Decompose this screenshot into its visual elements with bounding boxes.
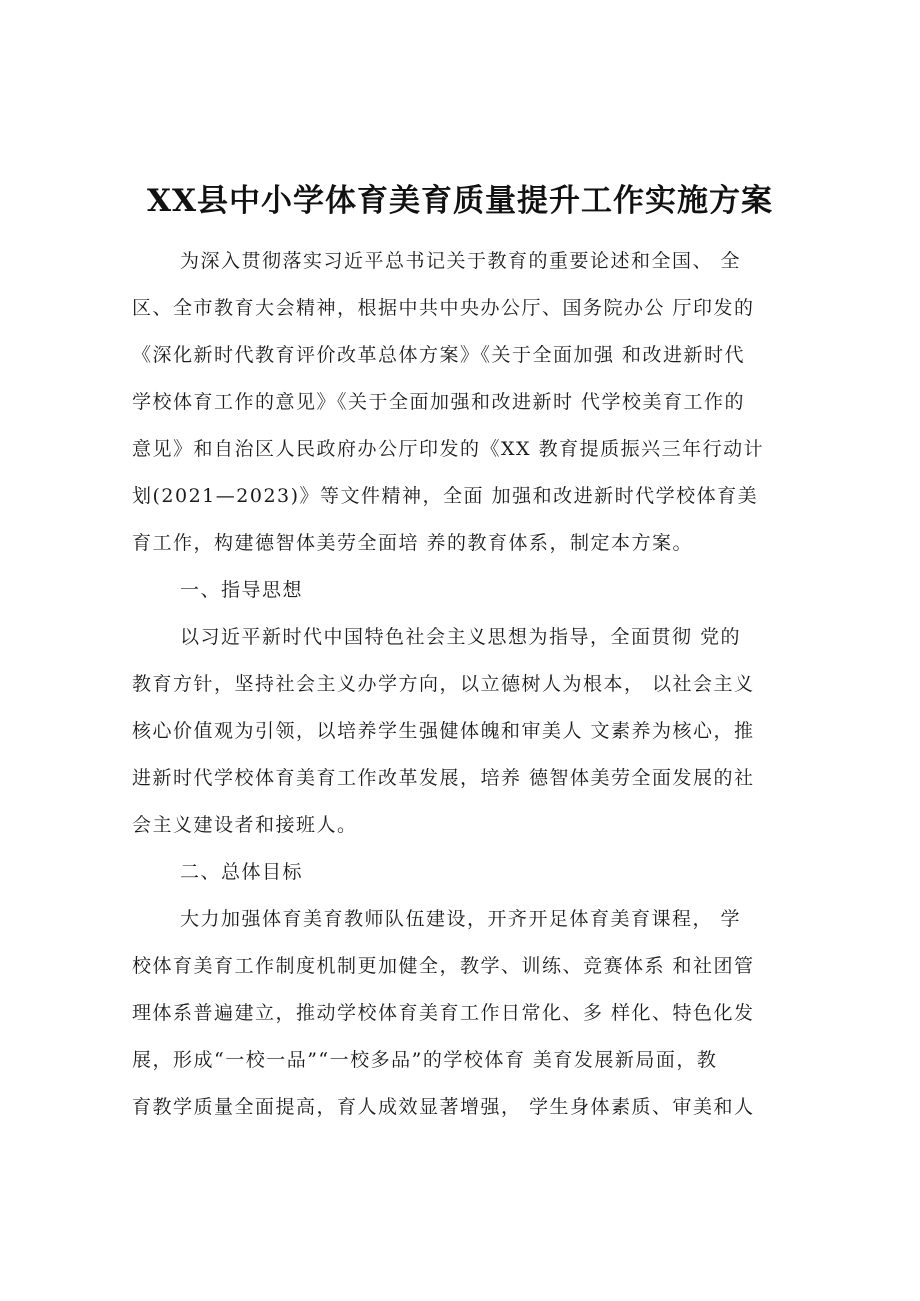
section-heading: 二、总体目标: [180, 861, 304, 883]
paragraph-guiding-thought: [132, 614, 792, 849]
text-line: 意见》和自治区人民政府办公厅印发的《XX 教育提质振兴三年行动计: [132, 438, 765, 460]
text-line: 核心价值观为引领，以培养学生强健体魄和审美人 文素养为核心，推: [132, 720, 755, 742]
section-heading-overall-goals: [132, 849, 792, 896]
text-line: 划(2021—2023)》等文件精神，全面 加强和改进新时代学校体育美: [132, 485, 759, 507]
paragraph-preamble: [132, 238, 792, 567]
text-line: 大力加强体育美育教师队伍建设，开齐开足体育美育课程， 学: [180, 908, 742, 930]
text-line: 育工作，构建德智体美劳全面培 养的教育体系，制定本方案。: [132, 532, 694, 554]
text-line: 展，形成“一校一品”“一校多品”的学校体育 美育发展新局面，教: [132, 1049, 718, 1071]
paragraph-overall-goals: [132, 896, 792, 1131]
text-line: 为深入贯彻落实习近平总书记关于教育的重要论述和全国、 全: [180, 250, 742, 272]
text-line: 理体系普遍建立，推动学校体育美育工作日常化、多 样化、特色化发: [132, 1002, 755, 1024]
text-line: 教育方针，坚持社会主义办学方向，以立德树人为根本， 以社会主义: [132, 673, 755, 695]
section-heading: 一、指导思想: [180, 579, 304, 601]
text-line: 校体育美育工作制度机制更加健全，教学、训练、竞赛体系 和社团管: [132, 955, 755, 977]
text-line: 进新时代学校体育美育工作改革发展，培养 德智体美劳全面发展的社: [132, 767, 755, 789]
text-line: 会主义建设者和接班人。: [132, 814, 358, 836]
document-body: [132, 238, 792, 1131]
document-title: XX县中小学体育美育质量提升工作实施方案: [146, 183, 774, 219]
text-line: 《深化新时代教育评价改革总体方案》《关于全面加强 和改进新时代: [132, 344, 746, 366]
text-line: 以习近平新时代中国特色社会主义思想为指导，全面贯彻 党的: [180, 626, 742, 648]
text-line: 学校体育工作的意见》《关于全面加强和改进新时 代学校美育工作的: [132, 391, 746, 413]
text-line: 育教学质量全面提高，育人成效显著增强， 学生身体素质、审美和人: [132, 1096, 755, 1118]
section-heading-guiding-thought: [132, 567, 792, 614]
text-line: 区、全市教育大会精神，根据中共中央办公厅、国务院办公 厅印发的: [132, 297, 755, 319]
